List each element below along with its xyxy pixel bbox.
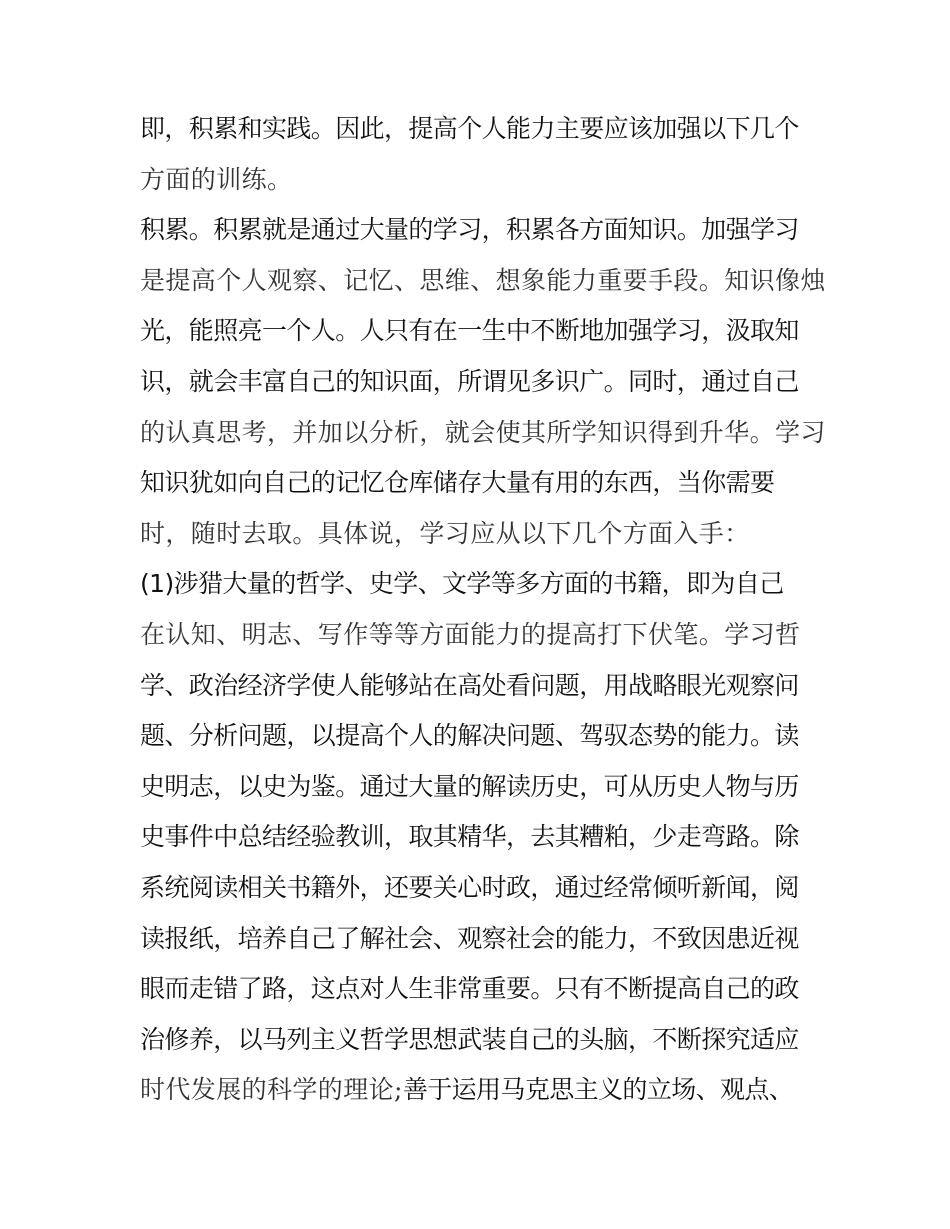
text-line: 史事件中总结经验教训，取其精华，去其糟粕，少走弯路。除 — [140, 822, 799, 852]
text-line: 知识犹如向自己的记忆仓库储存大量有用的东西，当你需要 — [140, 468, 775, 498]
text-line: 史明志，以史为鉴。通过大量的解读历史，可从历史人物与历 — [140, 771, 799, 801]
text-line: 系统阅读相关书籍外，还要关心时政，通过经常倾听新闻，阅 — [140, 872, 799, 902]
text-line: 读报纸，培养自己了解社会、观察社会的能力，不致因患近视 — [140, 923, 799, 953]
body-text — [140, 104, 826, 1116]
text-line-segment: 时代发展的科学的理论; — [140, 1075, 403, 1105]
text-line-segment: 善于运用马克思主义的立场、观点、 — [402, 1075, 794, 1105]
text-line: 时，随时去取。具体说，学习应从以下几个方面入手： — [140, 518, 750, 548]
text-line — [140, 1065, 820, 1116]
text-line: 光，能照亮一个人。人只有在一生中不断地加强学习，汲取知 — [140, 316, 799, 346]
text-line: 方面的训练。 — [140, 164, 293, 194]
text-line: (1)涉猎大量的哲学、史学、文学等多方面的书籍，即为自己 — [140, 569, 784, 599]
text-line: 眼而走错了路，这点对人生非常重要。只有不断提高自己的政 — [140, 974, 799, 1004]
text-line: 即，积累和实践。因此，提高个人能力主要应该加强以下几个 — [140, 114, 799, 143]
text-line: 的认真思考，并加以分析，就会使其所学知识得到升华。学习 — [140, 417, 826, 447]
text-line: 题、分析问题，以提高个人的解决问题、驾驭态势的能力。读 — [140, 721, 799, 751]
text-line: 识，就会丰富自己的知识面，所谓见多识广。同时，通过自己 — [140, 366, 799, 396]
text-line: 在认知、明志、写作等等方面能力的提高打下伏笔。学习哲 — [140, 619, 801, 649]
text-line: 是提高个人观察、记忆、思维、想象能力重要手段。知识像烛 — [140, 265, 826, 295]
text-line: 积累。积累就是通过大量的学习，积累各方面知识。加强学习 — [140, 215, 799, 245]
text-line: 治修养，以马列主义哲学思想武装自己的头脑，不断探究适应 — [140, 1024, 799, 1054]
text-line: 学、政治经济学使人能够站在高处看问题，用战略眼光观察问 — [140, 670, 799, 700]
